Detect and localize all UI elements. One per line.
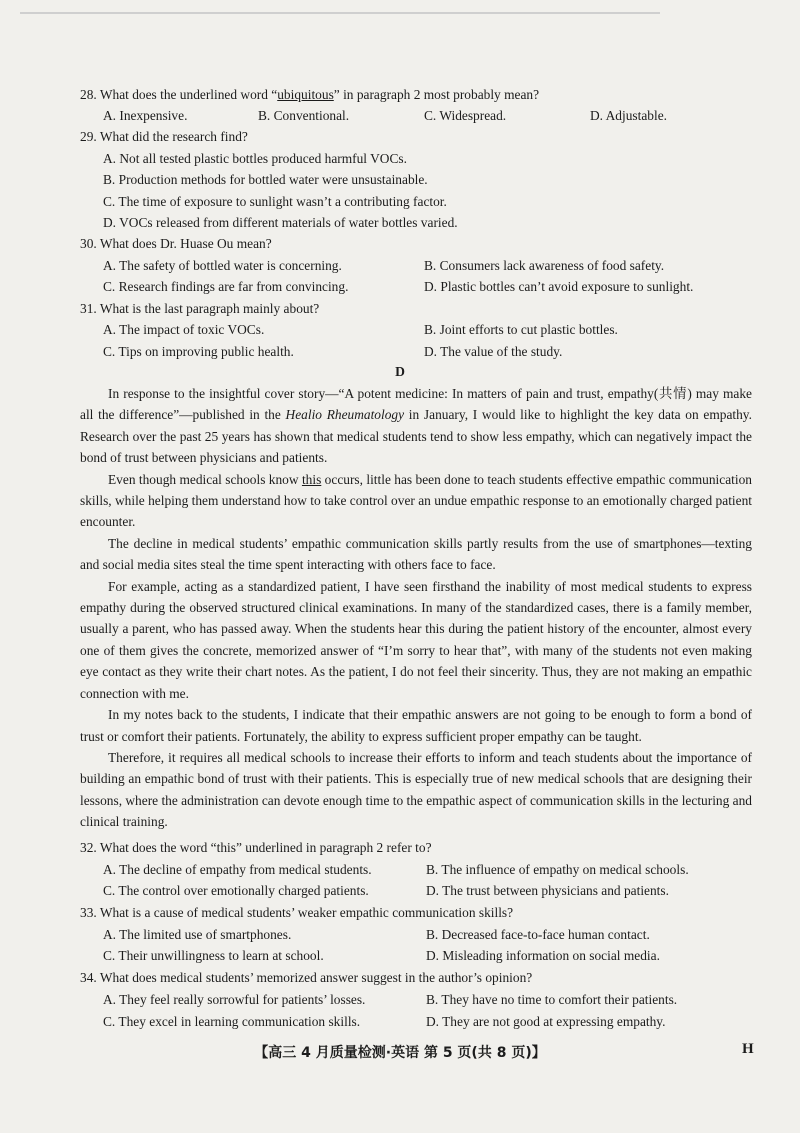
option-33-b: B. Decreased face-to-face human contact. [426,927,650,942]
paragraph-2-text-end: occurs, little has been done to teach students effective empathic communication skills, while helping them understand how to take control over an undue empathic response to an emotionally charged patient encounter. [80,471,752,530]
option-33-a: A. The limited use of smartphones. [103,927,292,942]
option-31-d: D. The value of the study. [424,344,563,359]
paragraph-6: Therefore, it requires all medical schools to increase their efforts to inform and teach students about the importance of building an empathic bond of trust with their patients. This is especially true of new medical schools that are designing their lessons, where the administration can devote enough time to the empathic aspect of communication skills in the lecturing and clinical training. [80,749,752,830]
option-28-b: B. Conventional. [258,108,350,123]
question-32 [80,839,432,857]
question-30 [80,235,272,253]
question-number: 31. [80,301,97,316]
option-32-a: A. The decline of empathy from medical students. [103,862,372,877]
question-stem: What does the word “this” underlined in paragraph 2 refer to? [99,840,432,855]
question-28 [80,86,539,104]
question-stem: What did the research find? [99,129,248,144]
option-34-d: D. They are not good at expressing empathy. [426,1014,666,1029]
top-border-line [20,12,660,14]
paper-version-id: H [742,1041,754,1057]
option-29-a: A. Not all tested plastic bottles produced harmful VOCs. [103,151,407,166]
question-stem: What is a cause of medical students’ weaker empathic communication skills? [99,905,514,920]
question-stem: What does medical students’ memorized answer suggest in the author’s opinion? [99,970,533,985]
option-32-c: C. The control over emotionally charged patients. [103,883,369,898]
passage-d [80,383,752,833]
option-29-b: B. Production methods for bottled water were unsustainable. [103,172,428,187]
question-stem: What does Dr. Huase Ou mean? [99,236,272,251]
option-28-a: A. Inexpensive. [103,108,188,123]
paragraph-2 [80,469,752,533]
question-number: 33. [80,905,97,920]
option-34-c: C. They excel in learning communication skills. [103,1014,361,1029]
question-34 [80,969,532,987]
option-34-a: A. They feel really sorrowful for patients’ losses. [103,992,366,1007]
option-32-d: D. The trust between physicians and patients. [426,883,669,898]
question-number: 28. [80,87,97,102]
paragraph-2-text-start: Even though medical schools know [108,471,302,487]
option-31-a: A. The impact of toxic VOCs. [103,322,265,337]
option-31-b: B. Joint efforts to cut plastic bottles. [424,322,618,337]
option-33-c: C. Their unwillingness to learn at school. [103,948,324,963]
underlined-word: ubiquitous [277,87,334,102]
option-34-b: B. They have no time to comfort their patients. [426,992,678,1007]
page-footer: 【高三 4 月质量检测·英语 第 5 页(共 8 页)】 [254,1045,546,1061]
option-29-d: D. VOCs released from different materials of water bottles varied. [103,215,458,230]
paragraph-3: The decline in medical students’ empathic communication skills partly results from the use of smartphones—texting and social media sites steal the time spent interacting with others face to face. [80,535,752,573]
question-number: 32. [80,840,97,855]
paragraph-4: For example, acting as a standardized patient, I have seen firsthand the inability of most medical students to express empathy during the observed structured clinical examinations. In many of the standardized cases, there is a family member, usually a parent, who has passed away. When the students hear this during the patient history of the encounter, almost every one of them gives the concrete, memorized answer of “I’m sorry to hear that”, with many of the students not even making eye contact as they write their chart notes. As the patient, I do not feel their sincerity. Thus, they are not making an empathic connection with me. [80,578,752,701]
question-number: 29. [80,129,97,144]
paragraph-1 [80,383,752,469]
question-number: 30. [80,236,97,251]
option-30-b: B. Consumers lack awareness of food safety. [424,258,665,273]
option-30-a: A. The safety of bottled water is concerning. [103,258,342,273]
option-28-d: D. Adjustable. [590,108,667,123]
question-stem: What is the last paragraph mainly about? [99,301,320,316]
question-31 [80,300,319,318]
option-31-c: C. Tips on improving public health. [103,344,294,359]
option-30-c: C. Research findings are far from convincing. [103,279,349,294]
underlined-this: this [301,471,322,487]
option-29-c: C. The time of exposure to sunlight wasn’t a contributing factor. [103,194,447,209]
question-33 [80,904,513,922]
option-33-d: D. Misleading information on social media. [426,948,660,963]
paragraph-1-text-end: in January, I would like to highlight the key data on empathy. Research over the past 25 years has shown that medical students tend to show less empathy, which can negatively impact the bond of trust between physicians and patients. [80,407,752,466]
section-d-heading: D [395,364,405,379]
question-stem-start: What does the underlined word “ [99,87,278,102]
option-28-c: C. Widespread. [424,108,507,123]
question-stem-end: ” in paragraph 2 most probably mean? [333,87,540,102]
option-30-d: D. Plastic bottles can’t avoid exposure to sunlight. [424,279,694,294]
question-number: 34. [80,970,97,985]
question-29 [80,128,248,146]
option-32-b: B. The influence of empathy on medical schools. [426,862,689,877]
journal-name: Healio Rheumatology [285,407,405,423]
paragraph-5: In my notes back to the students, I indicate that their empathic answers are not going to be enough to form a bond of trust or comfort their patients. Fortunately, the ability to express sufficient proper empathy can be taught. [80,707,752,744]
paragraph-1-text-start: In response to the insightful cover story—“A potent medicine: In matters of pain and trust, empathy(共情) may make all the difference”—published in the [80,386,752,423]
